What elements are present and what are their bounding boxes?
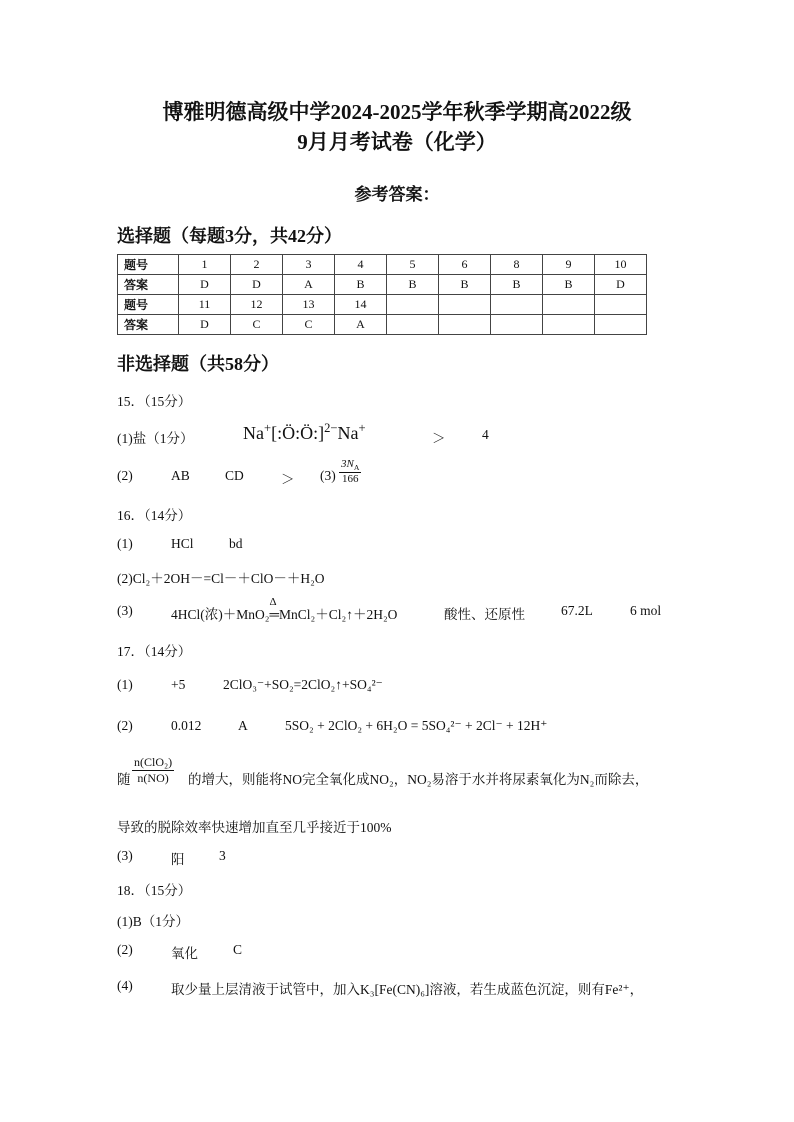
q17-part2-ratio: $\frac{\text{n(ClO₂)}}{n(NO)}$ [134, 755, 173, 785]
q16-part1-a: HCl [171, 536, 194, 551]
q18-part2-b: C [233, 942, 243, 957]
q15-part1-number: 4 [482, 427, 489, 442]
q16-part3-equation: 4HCl(浓)＋MnO₂ Δ ═MnCl₂＋Cl₂↑＋2H₂O [171, 596, 398, 622]
table-row: 答案 D D A B B B B B D [118, 275, 647, 295]
q15-part3-label: (3) [320, 468, 336, 483]
q17-part2-b: A [238, 718, 248, 733]
q18-label: 18．（15分） [117, 883, 192, 898]
q17-part2-a: 0.012 [171, 718, 202, 733]
q15-electron-formula: Na+[:Ö:Ö:]$^{2-}$Na+ [243, 421, 366, 443]
table-row: 答案 D C C A [118, 315, 647, 335]
q16-part3-b: 酸性、还原性 [444, 607, 525, 622]
q16-part1-label: (1) [117, 536, 133, 551]
q16-part3-label: (3) [117, 603, 133, 618]
q17-part3-a: 阳 [171, 852, 185, 867]
q15-part2-label: (2) [117, 468, 133, 483]
answer-table [117, 254, 647, 335]
q15-part2-a: AB [171, 468, 190, 483]
q17-part2-label: (2) [117, 718, 133, 733]
q17-part2-explanation: 的增大，则能将NO完全氧化成NO₂，NO₂易溶于水并将尿素氧化为N₂而除去， [188, 772, 649, 787]
q18-part2-label: (2) [117, 942, 133, 957]
page-subtitle: 9月月考试卷（化学） [297, 130, 497, 154]
q17-part3-label: (3) [117, 848, 133, 863]
page-title: 博雅明德高级中学2024-2025学年秋季学期高2022级 [162, 100, 632, 124]
q15-part1-label: (1)盐（1分） [117, 431, 194, 446]
q15-part2-compare: ＞ [281, 472, 295, 487]
q15-part2-b: CD [225, 468, 244, 483]
q18-part1: (1)B（1分） [117, 914, 189, 929]
q17-label: 17．（14分） [117, 644, 192, 659]
q17-part3-b: 3 [219, 848, 226, 863]
q16-part2: (2)Cl₂＋2OH－=Cl－＋ClO－＋H₂O [117, 571, 325, 586]
mc-section-heading: 选择题（每题3分，共42分） [117, 226, 342, 246]
nonmc-section-heading: 非选择题（共58分） [117, 354, 279, 374]
q18-part4-text: 取少量上层清液于试管中，加入K₃[Fe(CN)₆]溶液，若生成蓝色沉淀，则有Fe²⁺， [171, 982, 644, 997]
q17-part2-equation: 5SO₂ + 2ClO₂ + 6H₂O = 5SO₄²⁻ + 2Cl⁻ + 12H⁺ [285, 718, 548, 733]
q16-part3-d: 6 mol [630, 603, 662, 618]
answer-key-heading: 参考答案： [354, 185, 440, 204]
q17-part1-label: (1) [117, 677, 133, 692]
q17-part2-sui: 随 [117, 772, 131, 787]
q15-part3-fraction: $\frac{3N_A}{166}$ [341, 458, 360, 486]
q15-label: 15．（15分） [117, 394, 192, 409]
q18-part4-label: (4) [117, 978, 133, 993]
table-row: 题号 1 2 3 4 5 6 8 9 10 [118, 255, 647, 275]
q15-part1-compare: ＞ [432, 431, 446, 446]
q16-part3-c: 67.2L [561, 603, 593, 618]
q17-part2-explanation-cont: 导致的脱除效率快速增加直至几乎接近于100% [117, 820, 392, 835]
table-row: 题号 11 12 13 14 [118, 295, 647, 315]
q18-part2-a: 氧化 [171, 946, 198, 961]
q16-part1-b: bd [229, 536, 243, 551]
q16-label: 16．（14分） [117, 508, 192, 523]
q17-part1-a: +5 [171, 677, 186, 692]
q17-part1-equation: 2ClO₃⁻+SO₂=2ClO₂↑+SO₄²⁻ [223, 677, 383, 692]
